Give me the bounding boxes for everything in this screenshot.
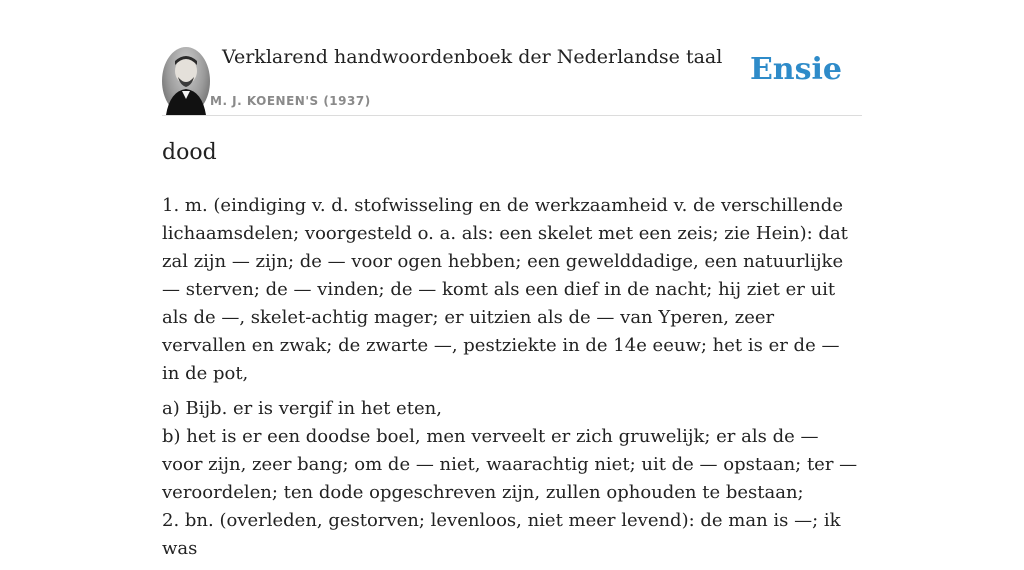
entry-line-2: 2. bn. (overleden, gestorven; levenloos, niet meer levend): de man is —; ik was xyxy=(162,510,841,559)
entry-paragraph-1: 1. m. (eindiging v. d. stofwisseling en de werkzaamheid v. de verschillende lichaamsdelen; voorgesteld o. a. als: een skelet met een zeis; zie Hein): dat zal zijn — zijn; de — voor ogen hebben; een gewelddadige, een natuurlijke — sterven; de — vinden; de — komt als een dief in de nacht; hij ziet er uit als de —, skelet-achtig mager; er uitzien als de — van Yperen, zeer vervallen en zwak; de zwarte —, pestziekte in de 14e eeuw; het is er de — in de pot, xyxy=(162,195,848,384)
book-title: Verklarend handwoordenboek der Nederlandse taal xyxy=(222,46,723,68)
entry-headword: dood xyxy=(162,140,217,165)
dictionary-header xyxy=(162,40,862,116)
entry-body xyxy=(162,192,862,570)
book-author: M. J. KOENEN'S (1937) xyxy=(210,94,371,108)
author-portrait-icon xyxy=(162,47,210,115)
entry-subsenses xyxy=(162,395,862,563)
entry-line-b: b) het is er een doodse boel, men verveelt er zich gruwelijk; er als de — voor zijn, zeer bang; om de — niet, waarachtig niet; uit de — opstaan; ter — veroordelen; ten dode opgeschreven zijn, zullen ophouden te bestaan; xyxy=(162,426,858,503)
ensie-logo-link[interactable]: Ensie xyxy=(749,52,842,87)
entry-line-a: a) Bijb. er is vergif in het eten, xyxy=(162,398,442,419)
